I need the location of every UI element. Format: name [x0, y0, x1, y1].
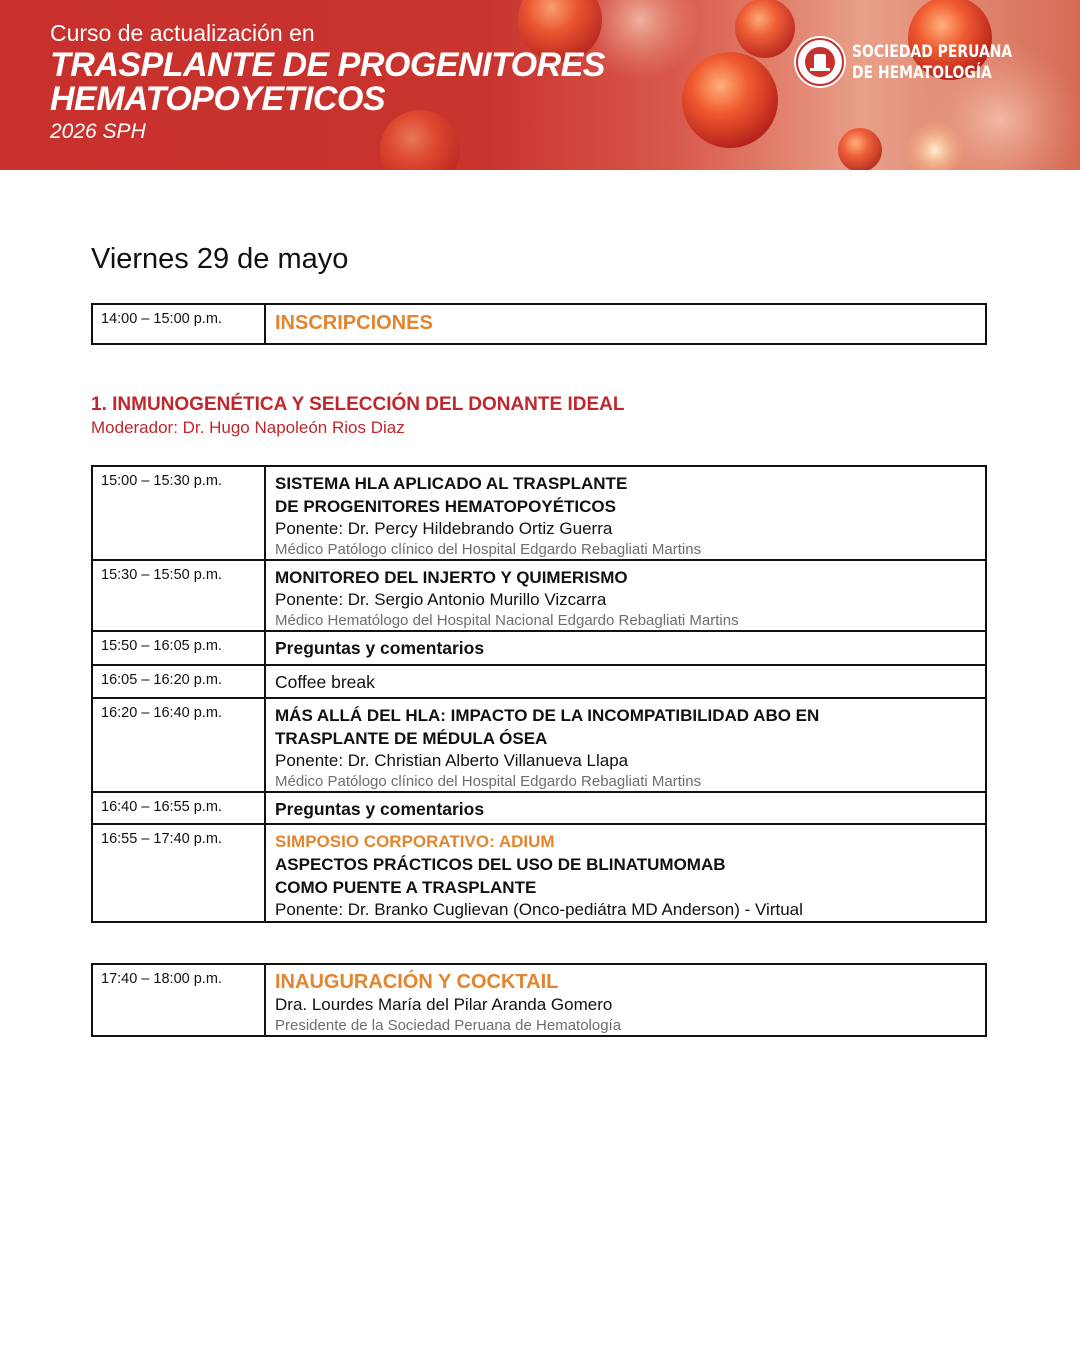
session-cell — [265, 304, 986, 344]
session-cell — [265, 665, 986, 698]
table-row — [92, 304, 986, 344]
time-cell: 16:05 – 16:20 p.m. — [92, 665, 265, 698]
session-speaker: Ponente: Dr. Branko Cuglievan (Onco-pediátra MD Anderson) - Virtual — [275, 900, 803, 919]
session-cell — [265, 792, 986, 824]
symposium-label: SIMPOSIO CORPORATIVO: ADIUM — [275, 832, 555, 851]
time-cell: 16:20 – 16:40 p.m. — [92, 698, 265, 792]
session-speaker: Ponente: Dr. Percy Hildebrando Ortiz Guerra — [275, 519, 613, 538]
closing-table — [91, 963, 987, 1037]
session-cell — [265, 964, 986, 1036]
session-cell — [265, 560, 986, 631]
session-title: MONITOREO DEL INJERTO Y QUIMERISMO — [275, 568, 628, 587]
closing-affiliation: Presidente de la Sociedad Peruana de Hematología — [275, 1017, 622, 1034]
session-title: SISTEMA HLA APLICADO AL TRASPLANTE — [275, 474, 628, 493]
session-title: ASPECTOS PRÁCTICOS DEL USO DE BLINATUMOMAB — [275, 855, 726, 874]
session-title-cont: TRASPLANTE DE MÉDULA ÓSEA — [275, 729, 548, 748]
section-moderator: Moderador: Dr. Hugo Napoleón Rios Diaz — [91, 418, 405, 437]
closing-speaker: Dra. Lourdes María del Pilar Aranda Gomero — [275, 995, 613, 1014]
time-cell: 17:40 – 18:00 p.m. — [92, 964, 265, 1036]
session-cell — [265, 824, 986, 922]
course-title — [50, 48, 690, 116]
table-row — [92, 792, 986, 824]
table-row — [92, 560, 986, 631]
section1-schedule-table — [91, 465, 987, 923]
closing-title: INAUGURACIÓN Y COCKTAIL — [275, 971, 559, 993]
table-row — [92, 665, 986, 698]
session-title-cont: COMO PUENTE A TRASPLANTE — [275, 878, 537, 897]
table-row — [92, 631, 986, 665]
session-cell — [265, 631, 986, 665]
session-title: MÁS ALLÁ DEL HLA: IMPACTO DE LA INCOMPATIBILIDAD ABO EN — [275, 706, 820, 725]
qa-label: Preguntas y comentarios — [275, 638, 485, 658]
session-speaker: Ponente: Dr. Christian Alberto Villanueva Llapa — [275, 751, 629, 770]
registration-label: INSCRIPCIONES — [275, 312, 433, 334]
time-cell: 15:30 – 15:50 p.m. — [92, 560, 265, 631]
course-title-line-2: HEMATOPOYETICOS — [50, 80, 386, 118]
time-cell: 15:00 – 15:30 p.m. — [92, 466, 265, 560]
session-cell — [265, 466, 986, 560]
session-cell — [265, 698, 986, 792]
course-title-line-1: TRASPLANTE DE PROGENITORES — [50, 46, 605, 84]
time-cell: 15:50 – 16:05 p.m. — [92, 631, 265, 665]
session-speaker: Ponente: Dr. Sergio Antonio Murillo Vizcarra — [275, 590, 607, 609]
table-row — [92, 964, 986, 1036]
header-banner — [0, 0, 1080, 170]
day-title: Viernes 29 de mayo — [91, 243, 349, 275]
speaker-affiliation: Médico Patólogo clínico del Hospital Edgardo Rebagliati Martins — [275, 541, 702, 558]
time-cell: 16:40 – 16:55 p.m. — [92, 792, 265, 824]
sph-seal-icon — [792, 34, 848, 90]
table-row — [92, 824, 986, 922]
table-row — [92, 466, 986, 560]
course-year: 2026 SPH — [50, 120, 146, 143]
sph-org-line-1: SOCIEDAD PERUANA — [852, 42, 1013, 62]
sph-logo — [792, 34, 1032, 92]
speaker-affiliation: Médico Hematólogo del Hospital Nacional Edgardo Rebagliati Martins — [275, 612, 739, 629]
qa-label: Preguntas y comentarios — [275, 799, 485, 819]
time-cell: 14:00 – 15:00 p.m. — [92, 304, 265, 344]
course-subtitle: Curso de actualización en — [50, 20, 315, 46]
sph-org-name — [852, 42, 1012, 84]
table-row — [92, 698, 986, 792]
speaker-affiliation: Médico Patólogo clínico del Hospital Edgardo Rebagliati Martins — [275, 773, 702, 790]
coffee-break-label: Coffee break — [275, 672, 375, 692]
registration-table — [91, 303, 987, 345]
session-title-cont: DE PROGENITORES HEMATOPOYÉTICOS — [275, 497, 616, 516]
sph-org-line-2: DE HEMATOLOGÍA — [852, 63, 992, 83]
time-cell: 16:55 – 17:40 p.m. — [92, 824, 265, 922]
section-title: 1. INMUNOGENÉTICA Y SELECCIÓN DEL DONANTE IDEAL — [91, 394, 625, 415]
